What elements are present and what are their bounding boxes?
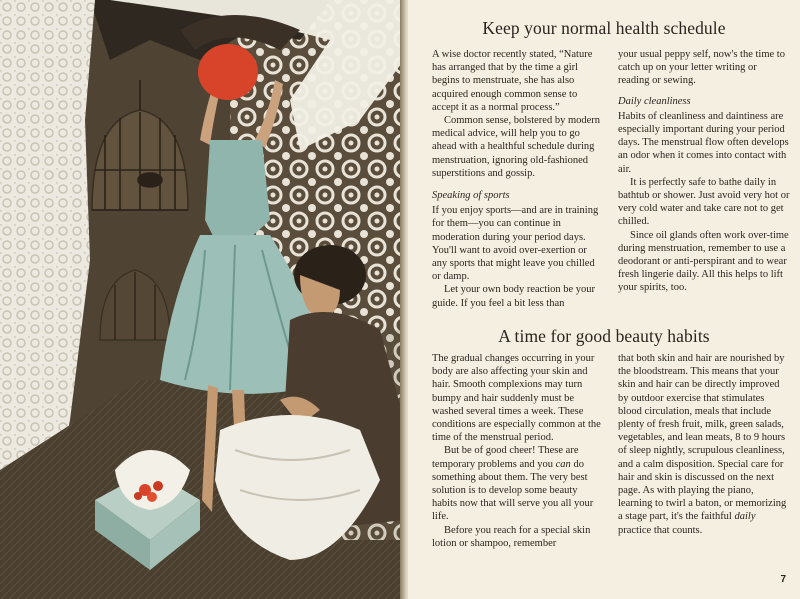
paragraph: A wise doctor recently stated, “Nature has arranged that by the time a girl begins to menstruate, she has also acquired enough common sense to accept it as a normal process.” xyxy=(432,49,593,113)
paragraph: Before you reach for a special skin lotion or shampoo, remember xyxy=(432,524,591,549)
column-2 xyxy=(618,48,790,295)
paragraph: Since oil glands often work over-time during menstruation, remember to use a deodorant or anti-perspirant and to wear fresh lingerie daily. All this helps to lift your spirits, too. xyxy=(618,229,789,294)
text-run: that both skin and hair are nourished by the bloodstream. This means that your skin and hair can be directly improved by outdoor exercise that stimulates blood circulation, meals that include plenty of fresh fruit, milk, green salads, vegetables, and lean meats, 8 to 9 hours of sleep nightly, scrupulous cleanliness, and a calm disposition. Special care for hair and skin is discussed on the next page. As with playing the piano, learning to twirl a baton, or memorizing a stage part, it's the faithful xyxy=(618,353,787,523)
paragraph xyxy=(432,444,604,523)
text-run: But be of good cheer! These are temporary problems and you xyxy=(432,445,579,470)
paragraph: your usual peppy self, now's the time to catch up on your letter writing or reading or sewing. xyxy=(618,49,785,87)
paragraph xyxy=(618,352,790,537)
red-hair xyxy=(198,44,258,100)
dress-bodice xyxy=(205,140,270,240)
text-run: practice that counts. xyxy=(618,524,703,536)
section-heading-health: Keep your normal health schedule xyxy=(482,18,726,38)
subheading-sports: Speaking of sports xyxy=(432,190,510,202)
subheading-cleanliness: Daily cleanliness xyxy=(618,95,691,107)
column-3 xyxy=(432,352,604,550)
column-1 xyxy=(432,48,604,310)
text-run: do something about them. The very best solution is to develop some beauty habits now that will serve you all your life. xyxy=(432,458,594,523)
emphasis: daily xyxy=(734,511,756,523)
paragraph: Common sense, bolstered by modern medical advice, will help you to go ahead with a healthful schedule during menstruation, ignoring old-fashioned superstitions and gossip. xyxy=(432,115,601,179)
column-4 xyxy=(618,352,790,537)
section-heading-beauty: A time for good beauty habits xyxy=(498,326,710,346)
paragraph: The gradual changes occurring in your body are also affecting your skin and hair. Smooth complexions may turn bumpy and hair suddenly must be washed several times a week. These conditions are especially common at the time of the menstrual period. xyxy=(432,353,601,444)
paragraph: Habits of cleanliness and daintiness are especially important during your period days. The menstrual flow often develops an odor when it comes into contact with air. xyxy=(618,110,789,175)
emphasis: can xyxy=(555,458,571,470)
paragraph: Let your own body reaction be your guide. If you feel a bit less than xyxy=(432,284,596,309)
text-page xyxy=(408,0,800,599)
paragraph: If you enjoy sports—and are in training for them—you can continue in moderation during your period days. You'll want to avoid over-exertion or any sports that might leave you chilled or damp. xyxy=(432,205,599,283)
paragraph: It is perfectly safe to bathe daily in bathtub or shower. Just avoid very hot or very cold water and take care not to get chilled. xyxy=(618,176,790,228)
page-number: 7 xyxy=(780,574,786,585)
